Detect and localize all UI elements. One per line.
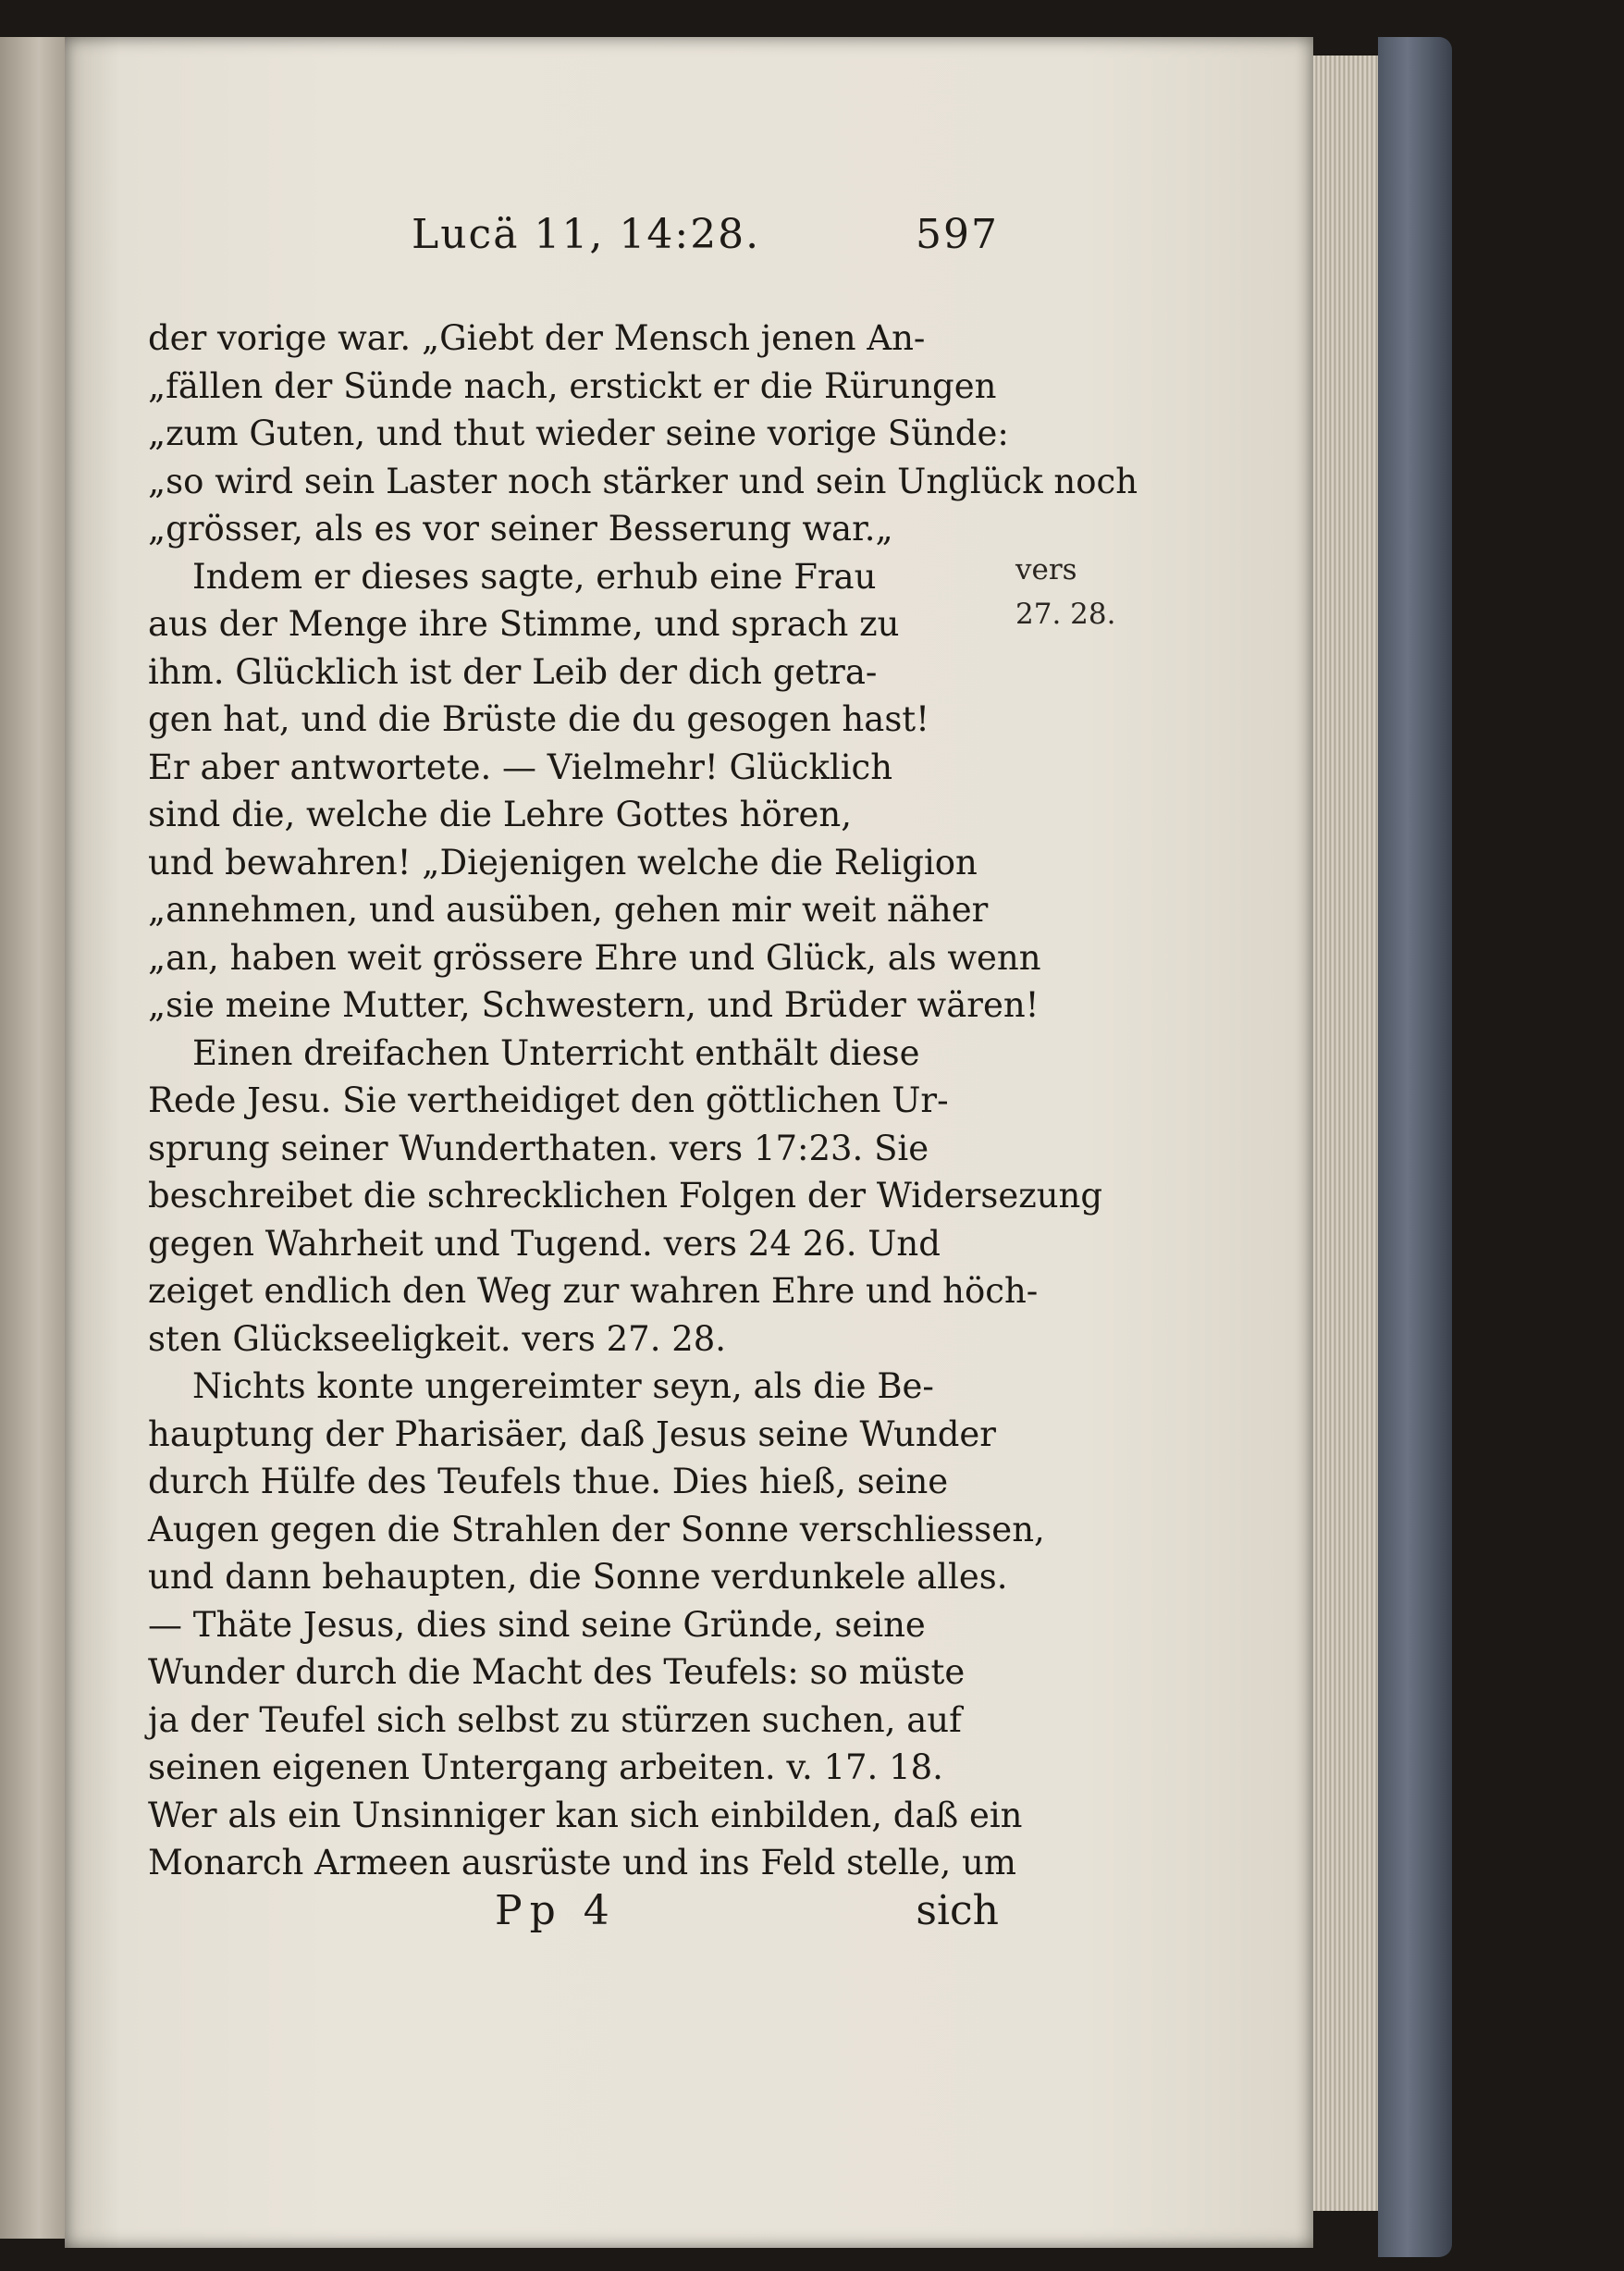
text-line: Monarch Armeen ausrüste und ins Feld stelle, um — [148, 1843, 1016, 1882]
text-line: Indem er dieses sagte, erhub eine Frau — [192, 556, 877, 597]
text-line: Rede Jesu. Sie vertheidiget den göttlichen Ur- — [148, 1080, 949, 1120]
text-line: Wer als ein Unsinniger kan sich einbilden, daß ein — [148, 1795, 1023, 1835]
body-text — [148, 315, 1138, 1887]
signature-mark: Pp 4 — [495, 1887, 617, 1934]
text-line: gegen Wahrheit und Tugend. vers 24 26. Und — [148, 1223, 941, 1264]
text-line: „sie meine Mutter, Schwestern, und Brüder wären! — [148, 985, 1040, 1025]
margin-note-line: 27. 28. — [1015, 598, 1116, 631]
text-line: hauptung der Pharisäer, daß Jesus seine Wunder — [148, 1413, 996, 1454]
book-cover — [1378, 37, 1452, 2257]
text-line: gen hat, und die Brüste die du gesogen hast! — [148, 699, 930, 739]
margin-note-line: vers — [1015, 553, 1077, 586]
text-line: „grösser, als es vor seiner Besserung war.„ — [148, 509, 893, 549]
page-header — [148, 211, 999, 266]
text-line: sind die, welche die Lehre Gottes hören, — [148, 795, 852, 834]
facing-page-edge — [0, 37, 65, 2239]
text-line: Augen gegen die Strahlen der Sonne verschliessen, — [148, 1509, 1045, 1549]
text-line: und bewahren! „Diejenigen welche die Religion — [148, 842, 978, 882]
text-line: — Thäte Jesus, dies sind seine Gründe, seine — [148, 1604, 926, 1645]
text-line: „fällen der Sünde nach, erstickt er die Rürungen — [148, 365, 997, 406]
margin-note — [1015, 548, 1117, 636]
page-footer — [148, 1887, 999, 1943]
text-line: der vorige war. „Giebt der Mensch jenen An- — [148, 318, 926, 358]
page-block-edges — [1313, 56, 1378, 2211]
catchword: sich — [916, 1887, 999, 1934]
page-number: 597 — [916, 211, 999, 258]
text-line: zeiget endlich den Weg zur wahren Ehre und höch- — [148, 1271, 1039, 1311]
text-line: durch Hülfe des Teufels thue. Dies hieß, seine — [148, 1462, 949, 1501]
text-line: „so wird sein Laster noch stärker und sein Unglück noch — [148, 461, 1138, 501]
text-line: „annehmen, und ausüben, gehen mir weit näher — [148, 890, 989, 930]
text-line: seinen eigenen Untergang arbeiten. v. 17. 18. — [148, 1747, 943, 1787]
text-line: „zum Guten, und thut wieder seine vorige Sünde: — [148, 413, 1009, 453]
text-line: sten Glückseeligkeit. vers 27. 28. — [148, 1318, 727, 1359]
text-line: ihm. Glücklich ist der Leib der dich getra- — [148, 651, 878, 692]
text-line: Wunder durch die Macht des Teufels: so müste — [148, 1652, 966, 1692]
text-line: beschreibet die schrecklichen Folgen der Widersezung — [148, 1176, 1103, 1216]
text-line: aus der Menge ihre Stimme, und sprach zu — [148, 604, 900, 644]
text-line: Nichts konte ungereimter seyn, als die Be- — [192, 1366, 934, 1406]
text-line: Einen dreifachen Unterricht enthält diese — [192, 1032, 920, 1073]
text-line: ja der Teufel sich selbst zu stürzen suchen, auf — [148, 1699, 962, 1740]
text-line: sprung seiner Wunderthaten. vers 17:23. Sie — [148, 1128, 929, 1168]
running-head: Lucä 11, 14:28. — [412, 211, 761, 258]
text-line: und dann behaupten, die Sonne verdunkele alles. — [148, 1557, 1008, 1597]
text-line: „an, haben weit grössere Ehre und Glück, als wenn — [148, 937, 1041, 978]
text-line: Er aber antwortete. — Vielmehr! Glücklich — [148, 747, 893, 787]
